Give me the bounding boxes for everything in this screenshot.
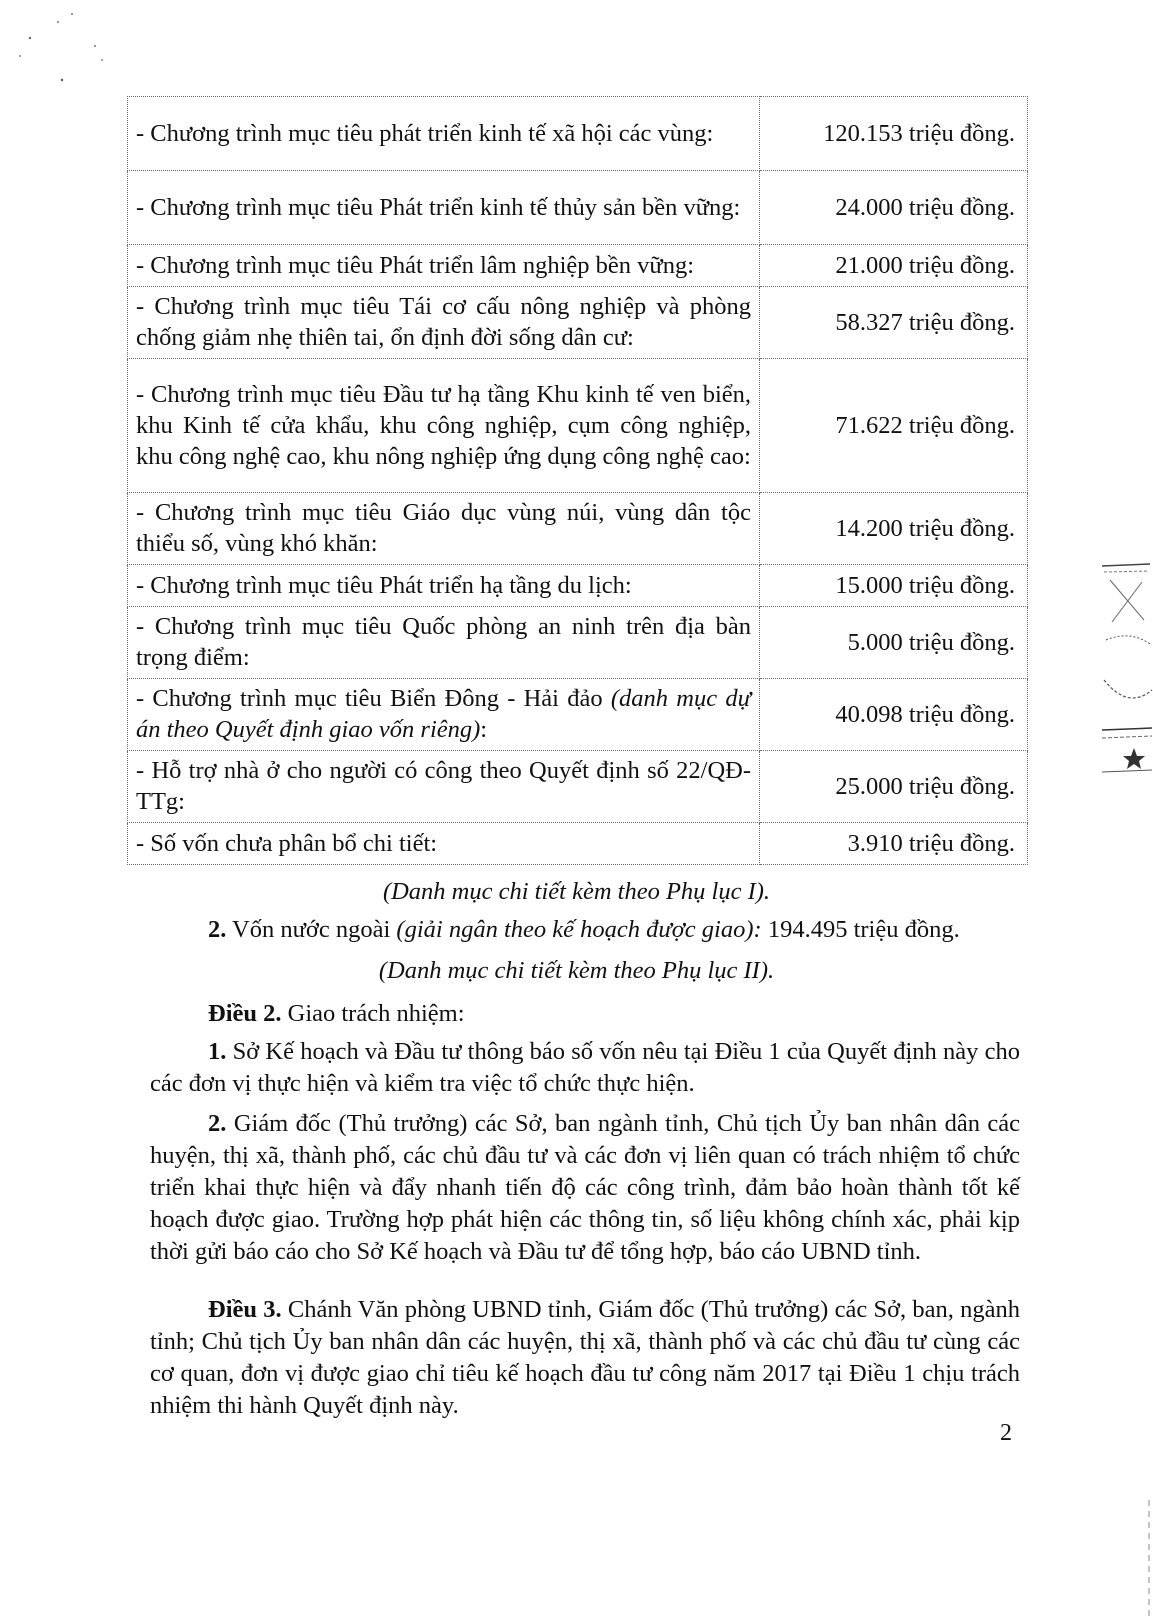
- table-row: [128, 823, 1028, 865]
- scan-edge-mark: [1145, 1500, 1153, 1619]
- appendix-note-1: (Danh mục chi tiết kèm theo Phụ lục I).: [382, 878, 771, 905]
- article-3-text: Chánh Văn phòng UBND tỉnh, Giám đốc (Thủ trưởng) các Sở, ban, ngành tỉnh; Chủ tịch Ủy ban nhân dân các huyện, thị xã, thành phố và các chủ đầu tư cùng các cơ quan, đơn vị được giao chỉ tiêu kế hoạch đầu tư công năm 2017 tại Điều 1 chịu trách nhiệm thi hành Quyết định này.: [150, 1296, 1021, 1419]
- appendix-note-2: (Danh mục chi tiết kèm theo Phụ lục II).: [378, 957, 775, 984]
- article-2-item-1: [150, 1036, 1020, 1100]
- article-2-heading: [150, 998, 1020, 1030]
- article-2-title: Giao trách nhiệm:: [281, 1000, 465, 1027]
- program-description-colon: :: [480, 716, 488, 743]
- program-description: - Số vốn chưa phân bổ chi tiết:: [128, 823, 760, 865]
- program-description: - Chương trình mục tiêu phát triển kinh tế xã hội các vùng:: [128, 97, 760, 171]
- scan-speckle-marks: [0, 0, 120, 90]
- program-amount: 15.000 triệu đồng.: [760, 565, 1028, 607]
- program-description-note: (danh mục dự án theo Quyết định giao vốn riêng): [136, 685, 751, 743]
- foreign-capital-label: Vốn nước ngoài: [226, 916, 397, 943]
- program-amount: 21.000 triệu đồng.: [760, 245, 1028, 287]
- table-row: [128, 359, 1028, 493]
- program-description-text: - Chương trình mục tiêu Biển Đông - Hải đảo: [136, 685, 603, 712]
- page-number: 2: [1000, 1420, 1012, 1446]
- program-description: - Chương trình mục tiêu Phát triển hạ tầng du lịch:: [128, 565, 760, 607]
- table-row: [128, 493, 1028, 565]
- table-row: [128, 287, 1028, 359]
- article-2-item-2-text: Giám đốc (Thủ trưởng) các Sở, ban ngành tỉnh, Chủ tịch Ủy ban nhân dân các huyện, thị xã, thành phố, các chủ đầu tư và các đơn vị liên quan có trách nhiệm tổ chức triển khai thực hiện và đẩy nhanh tiến độ các công trình, đảm bảo hoàn thành tốt kế hoạch được giao. Trường hợp phát hiện các thông tin, số liệu không chính xác, phải kịp thời gửi báo cáo cho Sở Kế hoạch và Đầu tư để tổng hợp, báo cáo UBND tỉnh.: [150, 1110, 1020, 1265]
- program-description: - Chương trình mục tiêu Giáo dục vùng núi, vùng dân tộc thiểu số, vùng khó khăn:: [128, 493, 760, 565]
- article-2-label: Điều 2.: [208, 1000, 282, 1027]
- article-2-item-2-number: 2.: [208, 1110, 227, 1137]
- program-description: - Chương trình mục tiêu Phát triển kinh tế thủy sản bền vững:: [128, 171, 760, 245]
- program-amount: 25.000 triệu đồng.: [760, 751, 1028, 823]
- article-2-item-1-number: 1.: [208, 1038, 227, 1065]
- program-amount: 120.153 triệu đồng.: [760, 97, 1028, 171]
- article-2-item-2: [150, 1108, 1020, 1268]
- program-description: - Chương trình mục tiêu Phát triển lâm nghiệp bền vững:: [128, 245, 760, 287]
- foreign-capital-amount: 194.495 triệu đồng.: [761, 916, 960, 943]
- program-amount: 71.622 triệu đồng.: [760, 359, 1028, 493]
- partial-stamp-icon: [1100, 560, 1153, 775]
- table-row: [128, 679, 1028, 751]
- table-row: [128, 97, 1028, 171]
- program-amount: 3.910 triệu đồng.: [760, 823, 1028, 865]
- program-amount: 40.098 triệu đồng.: [760, 679, 1028, 751]
- article-2-item-1-text: Sở Kế hoạch và Đầu tư thông báo số vốn nêu tại Điều 1 của Quyết định này cho các đơn vị thực hiện và kiểm tra việc tổ chức thực hiện.: [150, 1038, 1020, 1097]
- program-description: - Chương trình mục tiêu Quốc phòng an ninh trên địa bàn trọng điểm:: [128, 607, 760, 679]
- table-row: [128, 245, 1028, 287]
- program-description: - Chương trình mục tiêu Tái cơ cấu nông nghiệp và phòng chống giảm nhẹ thiên tai, ổn định đời sống dân cư:: [128, 287, 760, 359]
- capital-allocation-table: [127, 96, 1028, 865]
- program-amount: 58.327 triệu đồng.: [760, 287, 1028, 359]
- foreign-capital-note: (giải ngân theo kế hoạch được giao):: [396, 916, 762, 943]
- program-description: - Chương trình mục tiêu Đầu tư hạ tầng Khu kinh tế ven biển, khu Kinh tế cửa khẩu, khu công nghiệp, cụm công nghiệp, khu công nghệ cao, khu nông nghiệp ứng dụng công nghệ cao:: [128, 359, 760, 493]
- program-amount: 14.200 triệu đồng.: [760, 493, 1028, 565]
- table-row: [128, 565, 1028, 607]
- program-description: [128, 679, 760, 751]
- foreign-capital-line: [150, 914, 1020, 946]
- table-row: [128, 751, 1028, 823]
- table-row: [128, 607, 1028, 679]
- program-amount: 24.000 triệu đồng.: [760, 171, 1028, 245]
- article-3: [150, 1294, 1020, 1422]
- foreign-capital-number: 2.: [208, 916, 227, 943]
- program-amount: 5.000 triệu đồng.: [760, 607, 1028, 679]
- table-row: [128, 171, 1028, 245]
- article-3-label: Điều 3.: [208, 1296, 282, 1323]
- program-description: - Hỗ trợ nhà ở cho người có công theo Quyết định số 22/QĐ-TTg:: [128, 751, 760, 823]
